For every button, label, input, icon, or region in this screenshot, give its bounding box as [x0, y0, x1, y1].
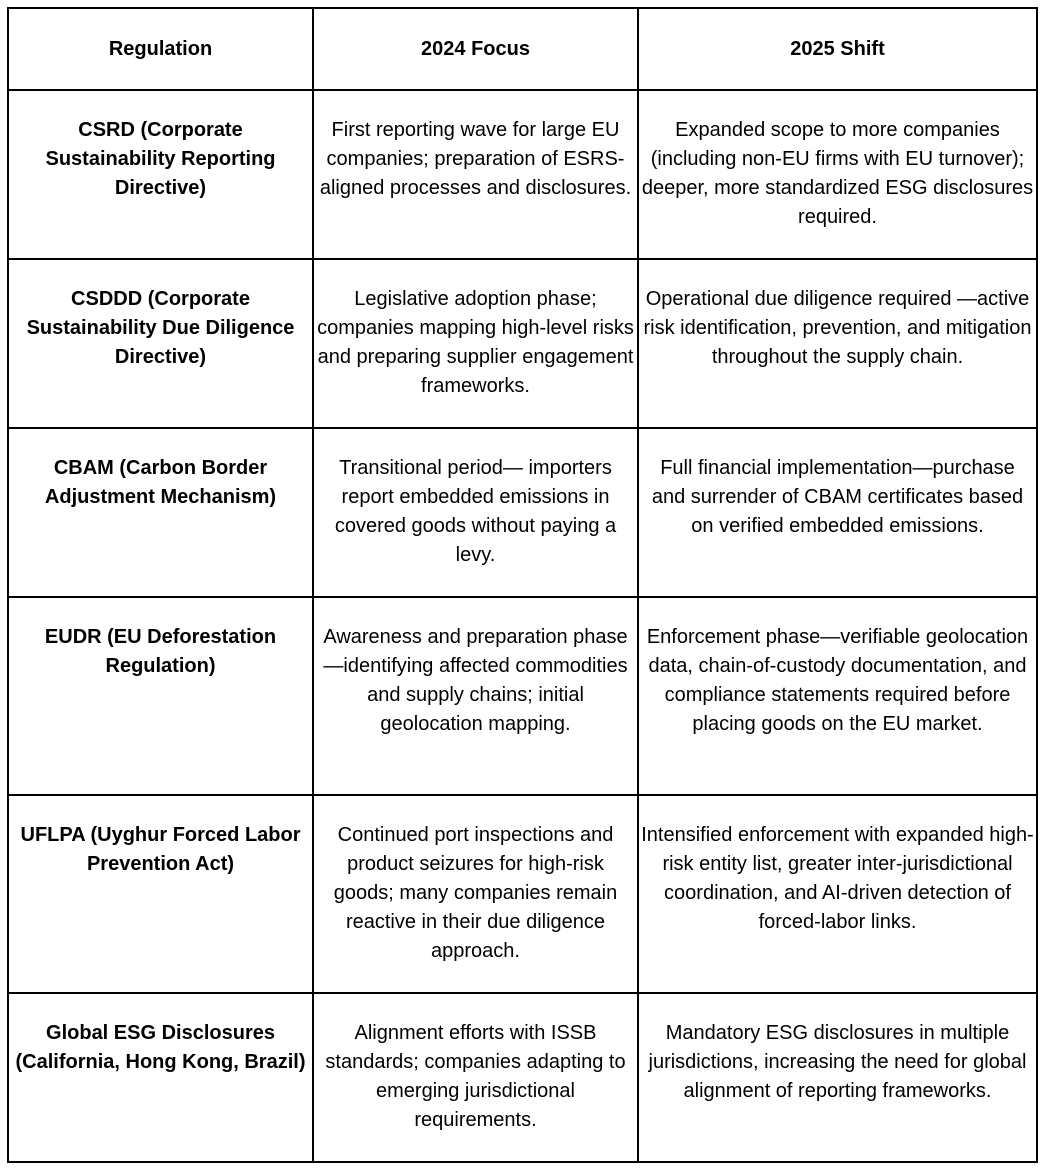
- shift-2025-cell: Mandatory ESG disclosures in multiple jurisdictions, increasing the need for global alignment of reporting frameworks.: [638, 993, 1037, 1162]
- regulation-cell: Global ESG Disclosures (California, Hong Kong, Brazil): [8, 993, 313, 1162]
- focus-2024-cell: First reporting wave for large EU companies; preparation of ESRS-aligned processes and disclosures.: [313, 90, 638, 259]
- regulation-cell: CSRD (Corporate Sustainability Reporting Directive): [8, 90, 313, 259]
- regulation-comparison-table: [7, 7, 1038, 1163]
- shift-2025-cell: Enforcement phase—verifiable geolocation data, chain-of-custody documentation, and compliance statements required before placing goods on the EU market.: [638, 597, 1037, 795]
- focus-2024-cell: Awareness and preparation phase—identifying affected commodities and supply chains; initial geolocation mapping.: [313, 597, 638, 795]
- regulation-cell: CBAM (Carbon Border Adjustment Mechanism): [8, 428, 313, 597]
- focus-2024-cell: Alignment efforts with ISSB standards; companies adapting to emerging jurisdictional requirements.: [313, 993, 638, 1162]
- table-row: [8, 993, 1037, 1162]
- shift-2025-cell: Full financial implementation—purchase and surrender of CBAM certificates based on verified embedded emissions.: [638, 428, 1037, 597]
- focus-2024-cell: Legislative adoption phase; companies mapping high-level risks and preparing supplier engagement frameworks.: [313, 259, 638, 428]
- table-row: [8, 795, 1037, 993]
- focus-2024-cell: Continued port inspections and product seizures for high-risk goods; many companies remain reactive in their due diligence approach.: [313, 795, 638, 993]
- header-regulation: Regulation: [8, 8, 313, 90]
- regulation-cell: CSDDD (Corporate Sustainability Due Diligence Directive): [8, 259, 313, 428]
- shift-2025-cell: Intensified enforcement with expanded high-risk entity list, greater inter-jurisdictional coordination, and AI-driven detection of forced-labor links.: [638, 795, 1037, 993]
- table-row: [8, 259, 1037, 428]
- header-row: [8, 8, 1037, 90]
- focus-2024-cell: Transitional period— importers report embedded emissions in covered goods without paying a levy.: [313, 428, 638, 597]
- table-row: [8, 597, 1037, 795]
- regulation-cell: UFLPA (Uyghur Forced Labor Prevention Act): [8, 795, 313, 993]
- header-2024-focus: 2024 Focus: [313, 8, 638, 90]
- shift-2025-cell: Expanded scope to more companies (including non-EU firms with EU turnover); deeper, more standardized ESG disclosures required.: [638, 90, 1037, 259]
- header-2025-shift: 2025 Shift: [638, 8, 1037, 90]
- shift-2025-cell: Operational due diligence required —active risk identification, prevention, and mitigation throughout the supply chain.: [638, 259, 1037, 428]
- regulation-cell: EUDR (EU Deforestation Regulation): [8, 597, 313, 795]
- table-row: [8, 428, 1037, 597]
- table-row: [8, 90, 1037, 259]
